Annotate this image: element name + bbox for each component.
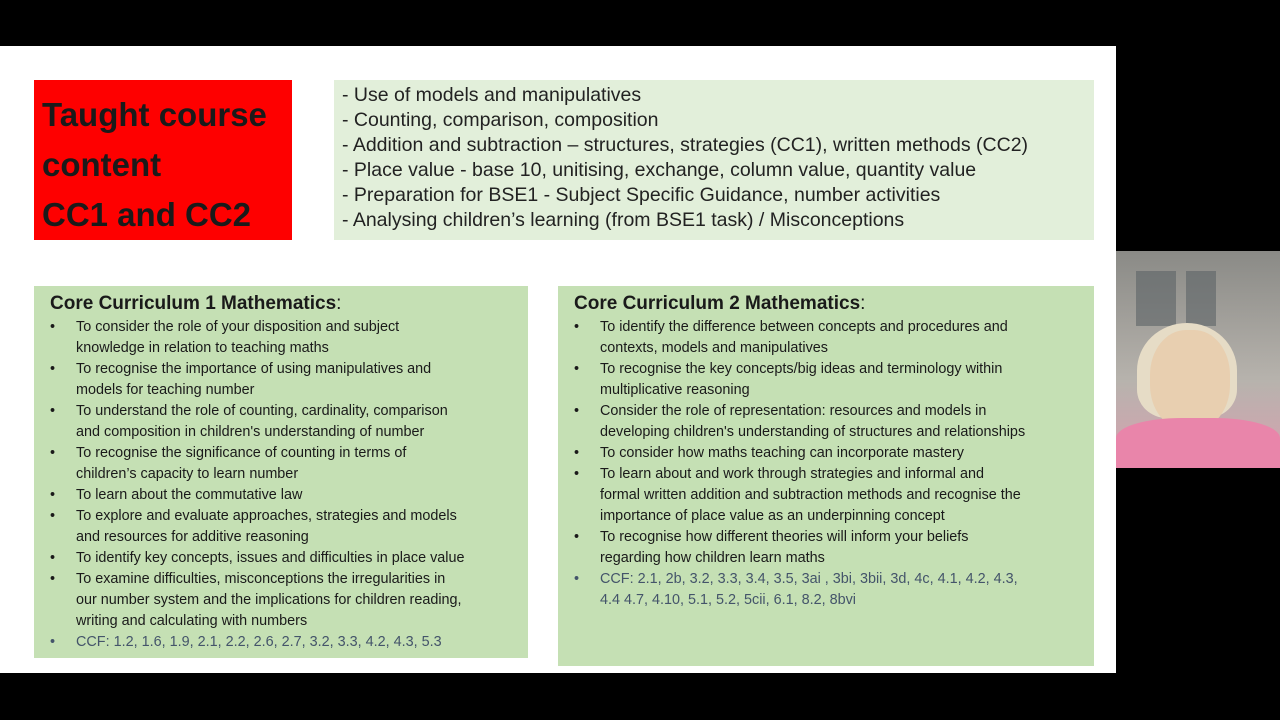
bullet-item	[574, 359, 1094, 401]
item-text: writing and calculating with numbers	[76, 613, 308, 629]
bullet-icon: •	[50, 571, 56, 587]
bullet-item	[574, 443, 1094, 464]
cc2-panel	[558, 286, 1094, 666]
presenter-shirt	[1116, 418, 1280, 468]
bullet-item	[50, 317, 528, 359]
cc1-panel	[34, 286, 528, 658]
overview-box	[334, 80, 1094, 240]
item-text: To recognise the key concepts/big ideas and terminology within	[600, 361, 1003, 377]
item-text: and composition in children's understanding of number	[76, 424, 425, 440]
bullet-item	[50, 548, 528, 569]
item-text: regarding how children learn maths	[600, 550, 825, 566]
item-text: CCF: 1.2, 1.6, 1.9, 2.1, 2.2, 2.6, 2.7, 3.2, 3.3, 4.2, 4.3, 5.3	[76, 634, 442, 650]
item-text: To learn about and work through strategies and informal and	[600, 466, 984, 482]
item-text: To identify key concepts, issues and difficulties in place value	[76, 550, 465, 566]
bullet-icon: •	[50, 550, 56, 566]
bullet-icon: •	[574, 571, 580, 587]
bullet-icon: •	[50, 361, 56, 377]
bullet-item	[50, 359, 528, 401]
bullet-icon: •	[50, 403, 56, 419]
item-text: knowledge in relation to teaching maths	[76, 340, 329, 356]
bullet-icon: •	[574, 445, 580, 461]
item-text: our number system and the implications for children reading,	[76, 592, 462, 608]
bullet-item	[574, 527, 1094, 569]
overview-item: - Use of models and manipulatives	[342, 84, 642, 106]
cc2-title: Core Curriculum 2 Mathematics:	[574, 293, 866, 314]
item-text: children’s capacity to learn number	[76, 466, 299, 482]
bullet-icon: •	[574, 319, 580, 335]
title-line: Taught course	[42, 96, 267, 133]
ccf-item	[574, 569, 1094, 611]
presenter-face	[1150, 330, 1230, 430]
item-text: To examine difficulties, misconceptions the irregularities in	[76, 571, 446, 587]
item-text: To explore and evaluate approaches, strategies and models	[76, 508, 457, 524]
item-text: To identify the difference between concepts and procedures and	[600, 319, 1008, 335]
bullet-item	[50, 401, 528, 443]
bullet-item	[50, 569, 528, 632]
bullet-item	[574, 401, 1094, 443]
item-text: importance of place value as an underpinning concept	[600, 508, 945, 524]
bullet-item	[50, 506, 528, 548]
item-text: To recognise how different theories will inform your beliefs	[600, 529, 969, 545]
bullet-icon: •	[50, 508, 56, 524]
overview-item: - Addition and subtraction – structures, strategies (CC1), written methods (CC2)	[342, 134, 1029, 156]
item-text: To recognise the significance of counting in terms of	[76, 445, 407, 461]
bullet-item	[574, 464, 1094, 527]
bullet-item	[50, 443, 528, 485]
overview-item: - Preparation for BSE1 - Subject Specific Guidance, number activities	[342, 184, 941, 206]
bullet-icon: •	[574, 529, 580, 545]
overview-item: - Analysing children’s learning (from BSE1 task) / Misconceptions	[342, 209, 905, 231]
item-text: developing children's understanding of structures and relationships	[600, 424, 1026, 440]
overview-item: - Place value - base 10, unitising, exchange, column value, quantity value	[342, 159, 977, 181]
item-text: To consider how maths teaching can incorporate mastery	[600, 445, 964, 461]
item-text: To recognise the importance of using manipulatives and	[76, 361, 432, 377]
item-text: To consider the role of your disposition and subject	[76, 319, 400, 335]
bullet-icon: •	[574, 403, 580, 419]
bullet-icon: •	[50, 319, 56, 335]
bullet-icon: •	[574, 361, 580, 377]
item-text: 4.4 4.7, 4.10, 5.1, 5.2, 5cii, 6.1, 8.2, 8bvi	[600, 592, 857, 608]
bullet-icon: •	[50, 634, 56, 650]
bullet-icon: •	[50, 487, 56, 503]
item-text: models for teaching number	[76, 382, 255, 398]
overview-item: - Counting, comparison, composition	[342, 109, 659, 131]
item-text: Consider the role of representation: resources and models in	[600, 403, 987, 419]
bullet-item	[574, 317, 1094, 359]
bullet-icon: •	[574, 466, 580, 482]
item-text: and resources for additive reasoning	[76, 529, 309, 545]
bullet-icon: •	[50, 445, 56, 461]
slide	[0, 46, 1116, 673]
item-text: multiplicative reasoning	[600, 382, 750, 398]
item-text: To learn about the commutative law	[76, 487, 303, 503]
cc1-title: Core Curriculum 1 Mathematics:	[50, 293, 342, 314]
bullet-item	[50, 485, 528, 506]
title-line: CC1 and CC2	[42, 196, 252, 233]
title-line: content	[42, 146, 162, 183]
item-text: formal written addition and subtraction methods and recognise the	[600, 487, 1021, 503]
title-box	[34, 80, 292, 240]
ccf-item	[50, 632, 528, 653]
item-text: To understand the role of counting, cardinality, comparison	[76, 403, 448, 419]
item-text: contexts, models and manipulatives	[600, 340, 828, 356]
item-text: CCF: 2.1, 2b, 3.2, 3.3, 3.4, 3.5, 3ai , 3bi, 3bii, 3d, 4c, 4.1, 4.2, 4.3,	[600, 571, 1018, 587]
